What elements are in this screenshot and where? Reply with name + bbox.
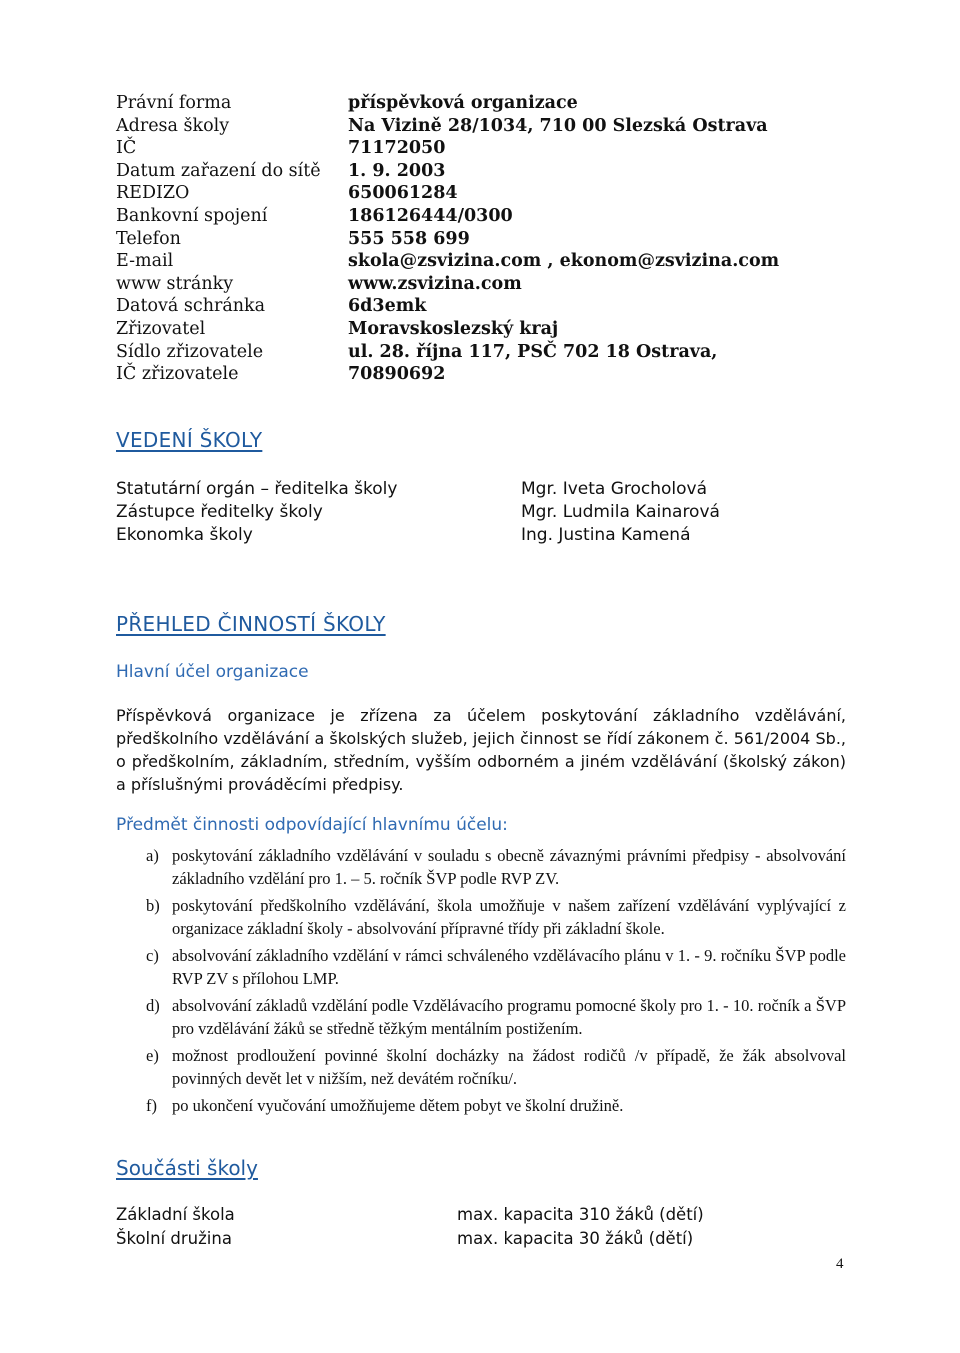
info-row bbox=[116, 182, 876, 205]
list-item bbox=[116, 994, 846, 1040]
list-marker: c) bbox=[146, 946, 159, 965]
vedeni-row bbox=[116, 524, 836, 547]
info-value: www.zsvizina.com bbox=[348, 273, 522, 294]
vedeni-table bbox=[116, 478, 836, 547]
page-number: 4 bbox=[836, 1256, 844, 1272]
info-value: Moravskoslezský kraj bbox=[348, 318, 559, 339]
soucasti-capacity: max. kapacita 310 žáků (dětí) bbox=[457, 1205, 704, 1224]
info-row bbox=[116, 295, 876, 318]
info-value: 186126444/0300 bbox=[348, 205, 513, 226]
info-row bbox=[116, 115, 876, 138]
info-label: IČ bbox=[116, 138, 137, 159]
info-label: IČ zřizovatele bbox=[116, 364, 239, 385]
list-item bbox=[116, 1044, 846, 1090]
info-row bbox=[116, 160, 876, 183]
list-item-text: absolvování základního vzdělání v rámci schváleného vzdělávacího plánu v 1. - 9. ročníku ŠVP podle RVP ZV s přílohou LMP. bbox=[172, 946, 846, 988]
info-label: Bankovní spojení bbox=[116, 205, 268, 226]
list-item bbox=[116, 1094, 846, 1117]
list-item-text: poskytování předškolního vzdělávání, škola umožňuje v našem zařízení vzdělávání vyplývající z organizace základní školy - absolvování přípravné třídy při základní škole. bbox=[172, 896, 846, 938]
info-label: Datum zařazení do sítě bbox=[116, 160, 321, 181]
info-value: 555 558 699 bbox=[348, 228, 470, 249]
soucasti-row bbox=[116, 1203, 816, 1227]
vedeni-role: Statutární orgán – ředitelka školy bbox=[116, 479, 398, 499]
list-marker: a) bbox=[146, 846, 159, 865]
school-info-table bbox=[116, 92, 876, 386]
predmet-cinnosti-subheading: Předmět činnosti odpovídající hlavnímu účelu: bbox=[116, 815, 508, 835]
list-item bbox=[116, 944, 846, 990]
list-item bbox=[116, 844, 846, 890]
info-value: skola@zsvizina.com , ekonom@zsvizina.com bbox=[348, 251, 780, 272]
info-row bbox=[116, 318, 876, 341]
vedeni-role: Zástupce ředitelky školy bbox=[116, 502, 323, 522]
info-label: E-mail bbox=[116, 251, 174, 272]
list-marker: d) bbox=[146, 996, 160, 1015]
list-item-text: absolvování základů vzdělání podle Vzdělávacího programu pomocné školy pro 1. - 10. ročník a ŠVP pro vzdělávání žáků se středně těžkým mentálním postižením. bbox=[172, 996, 846, 1038]
info-row bbox=[116, 250, 876, 273]
info-label: Adresa školy bbox=[116, 115, 230, 136]
soucasti-name: Školní družina bbox=[116, 1229, 232, 1248]
vedeni-row bbox=[116, 501, 836, 524]
info-value: příspěvková organizace bbox=[348, 93, 578, 113]
soucasti-heading: Součásti školy bbox=[116, 1156, 258, 1180]
soucasti-capacity: max. kapacita 30 žáků (dětí) bbox=[457, 1229, 694, 1248]
info-label: Datová schránka bbox=[116, 296, 266, 317]
vedeni-name: Mgr. Ludmila Kainarová bbox=[521, 502, 720, 522]
vedeni-name: Ing. Justina Kamená bbox=[521, 525, 691, 545]
info-value: Na Vizině 28/1034, 710 00 Slezská Ostrava bbox=[348, 115, 768, 136]
info-row bbox=[116, 205, 876, 228]
hlavni-ucel-subheading: Hlavní účel organizace bbox=[116, 662, 309, 682]
vedeni-heading: VEDENÍ ŠKOLY bbox=[116, 428, 263, 452]
list-marker: b) bbox=[146, 896, 160, 915]
info-label: Zřizovatel bbox=[116, 318, 206, 339]
info-row bbox=[116, 137, 876, 160]
info-row bbox=[116, 363, 876, 386]
soucasti-row bbox=[116, 1227, 816, 1251]
info-label: Sídlo zřizovatele bbox=[116, 341, 264, 362]
list-item bbox=[116, 894, 846, 940]
predmet-cinnosti-list bbox=[116, 844, 846, 1121]
info-label: www stránky bbox=[116, 273, 234, 294]
info-row bbox=[116, 341, 876, 364]
info-value: 70890692 bbox=[348, 364, 446, 385]
list-item-text: poskytování základního vzdělávání v souladu s obecně závaznými právními předpisy - absolvování základního vzdělání pro 1. – 5. ročník ŠVP podle RVP ZV. bbox=[172, 846, 846, 888]
vedeni-row bbox=[116, 478, 836, 501]
info-label: Právní forma bbox=[116, 93, 232, 113]
info-value: 71172050 bbox=[348, 138, 446, 159]
list-marker: e) bbox=[146, 1046, 159, 1065]
vedeni-name: Mgr. Iveta Grocholová bbox=[521, 479, 708, 499]
info-value: 6d3emk bbox=[348, 296, 427, 317]
info-label: Telefon bbox=[116, 228, 181, 249]
list-marker: f) bbox=[146, 1096, 157, 1115]
hlavni-ucel-paragraph: Příspěvková organizace je zřízena za účelem poskytování základního vzdělávání, předškolního vzdělávání a školských služeb, jejich činnost se řídí zákonem č. 561/2004 Sb., o předškolním, základním, středním, vyšším odborném a jiném vzdělávání (školský zákon) a příslušnými prováděcími předpisy. bbox=[116, 706, 846, 794]
soucasti-table bbox=[116, 1203, 816, 1251]
list-item-text: po ukončení vyučování umožňujeme dětem pobyt ve školní družině. bbox=[172, 1096, 624, 1115]
info-value: 650061284 bbox=[348, 183, 458, 204]
info-row bbox=[116, 228, 876, 251]
info-label: REDIZO bbox=[116, 183, 190, 204]
prehled-heading: PŘEHLED ČINNOSTÍ ŠKOLY bbox=[116, 612, 386, 636]
info-value: 1. 9. 2003 bbox=[348, 160, 446, 181]
soucasti-name: Základní škola bbox=[116, 1205, 235, 1224]
vedeni-role: Ekonomka školy bbox=[116, 525, 253, 545]
info-row bbox=[116, 273, 876, 296]
info-value: ul. 28. října 117, PSČ 702 18 Ostrava, bbox=[348, 341, 718, 362]
list-item-text: možnost prodloužení povinné školní docházky na žádost rodičů /v případě, že žák absolvoval povinných devět let v nižším, než devátém ročníku/. bbox=[172, 1046, 846, 1088]
info-row bbox=[116, 92, 876, 115]
